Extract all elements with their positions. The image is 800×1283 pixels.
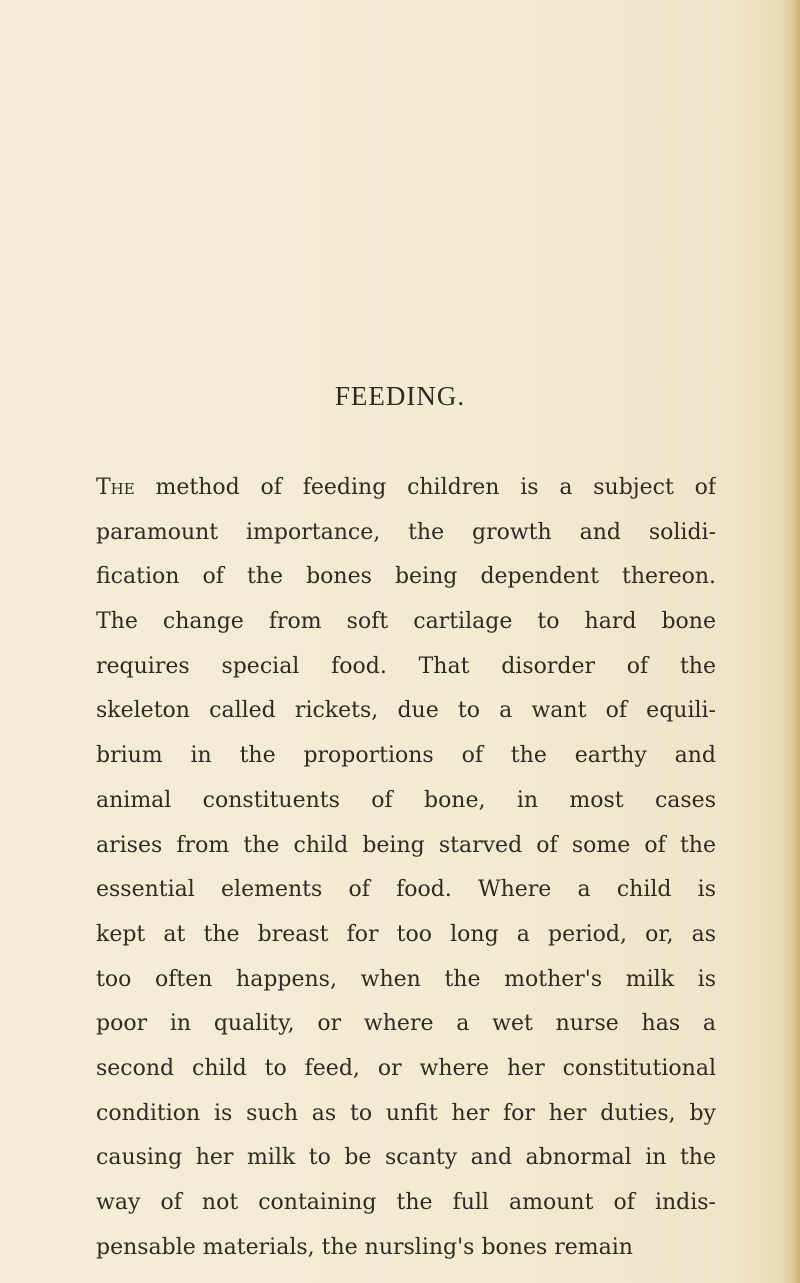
text-line: fication of the bones being dependent thereon. <box>96 564 716 590</box>
text-line: second child to feed, or where her constitutional <box>96 1055 716 1081</box>
text-line: requires special food. That disorder of the <box>96 653 716 679</box>
text-line: causing her milk to be scanty and abnormal in the <box>96 1145 716 1171</box>
chapter-heading: FEEDING. <box>334 381 466 411</box>
text-line: arises from the child being starved of some of the <box>96 832 716 858</box>
text-line: too often happens, when the mother's milk is <box>96 966 716 992</box>
text-line: The change from soft cartilage to hard bone <box>96 609 716 635</box>
text-line: animal constituents of bone, in most cases <box>96 787 716 813</box>
text-line: condition is such as to unfit her for her duties, by <box>96 1100 716 1126</box>
text-line: way of not containing the full amount of indis- <box>96 1190 716 1215</box>
page-edge <box>782 0 800 1283</box>
text-line: kept at the breast for too long a period, or, as <box>96 921 716 947</box>
text-line: The method of feeding children is a subject of <box>96 475 716 500</box>
body-paragraph <box>96 466 716 1270</box>
text-line: skeleton called rickets, due to a want of equili- <box>96 698 716 724</box>
text-line: pensable materials, the nursling's bones remain <box>96 1234 633 1260</box>
text-line: paramount importance, the growth and solidi- <box>96 519 716 545</box>
text-line: brium in the proportions of the earthy and <box>96 743 716 769</box>
text-line: poor in quality, or where a wet nurse has a <box>96 1011 716 1037</box>
text-line: essential elements of food. Where a child is <box>96 877 716 903</box>
first-word: The <box>96 475 135 500</box>
